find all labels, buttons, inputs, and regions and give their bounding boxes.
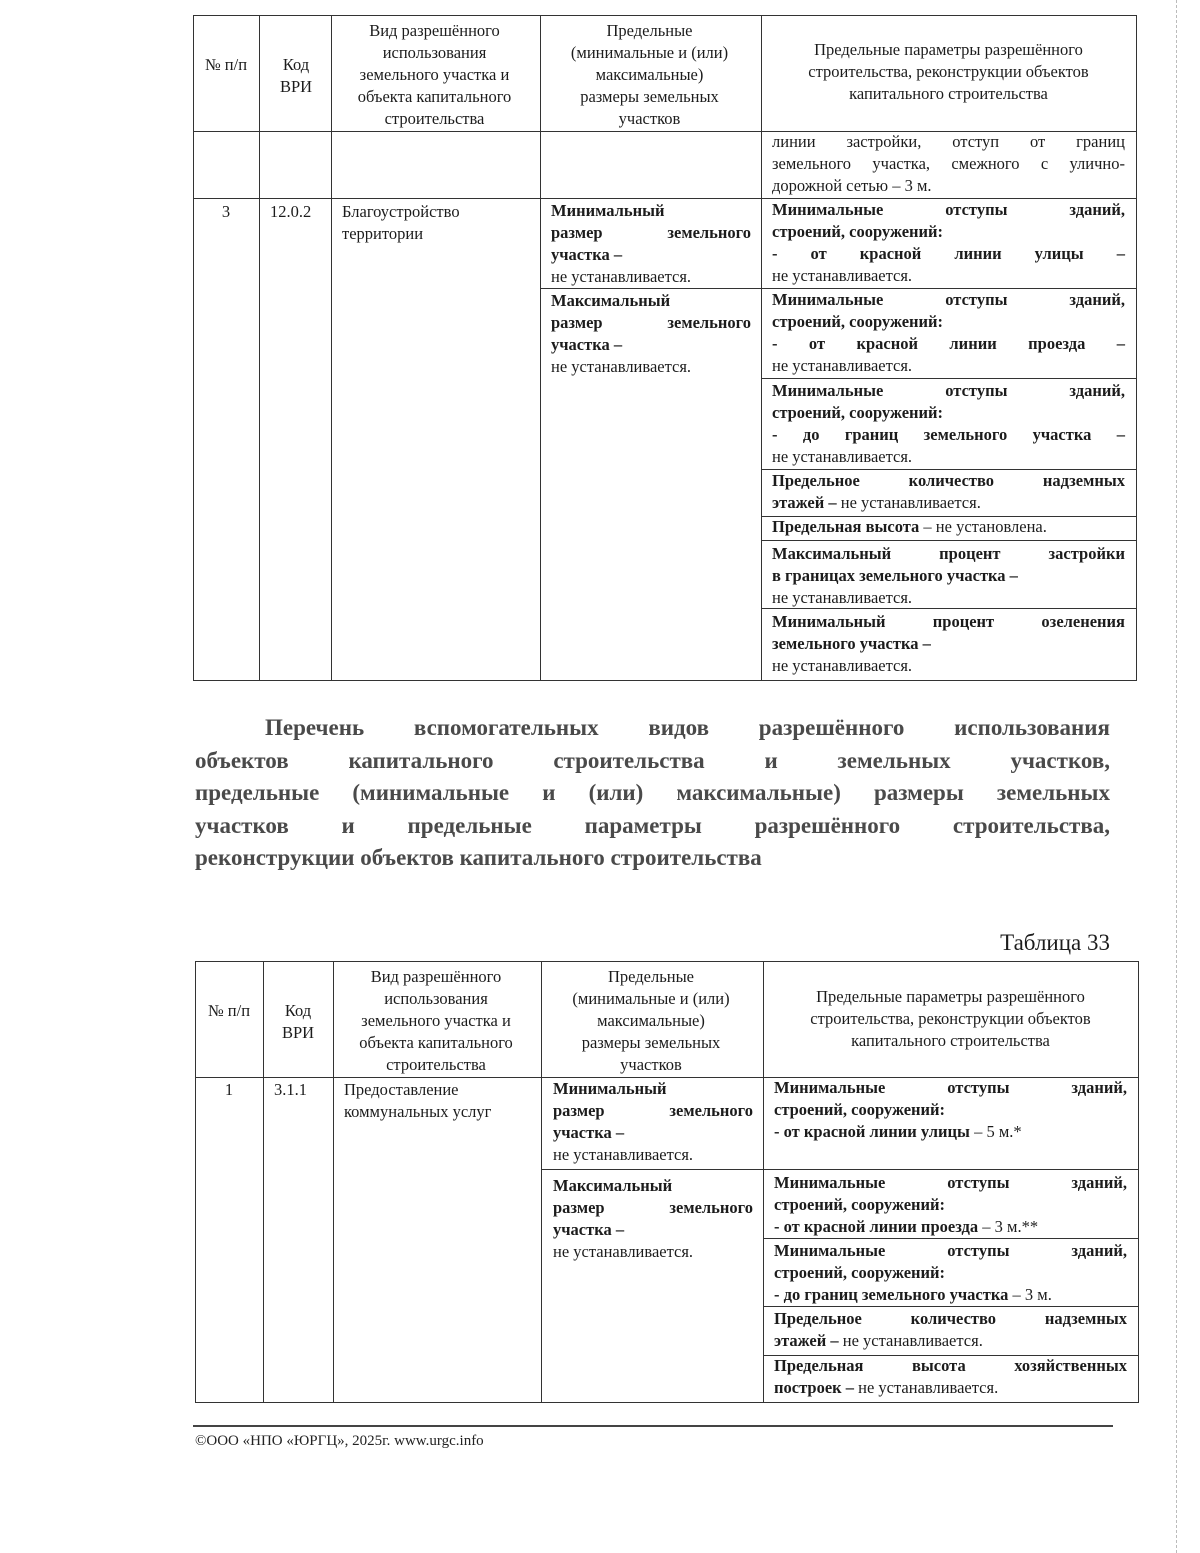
header-kind-line: объекта капитального xyxy=(357,87,512,106)
param-line: Предельная высота хозяйственных xyxy=(774,1356,1127,1375)
continuation-line: земельного участка, смежного с улично- xyxy=(772,154,1125,173)
param-value: не устанавливается. xyxy=(772,266,913,285)
param-line: - от красной линии проезда – xyxy=(772,334,1125,353)
param-line: строений, сооружений: xyxy=(774,1195,946,1214)
header-params-line: строительства, реконструкции объектов xyxy=(810,1009,1091,1028)
section-heading xyxy=(195,712,1110,875)
header-params-line: Предельные параметры разрешённого xyxy=(814,40,1083,59)
row-kind xyxy=(342,201,537,245)
param-line: - до границ земельного участка – 3 м. xyxy=(774,1285,1052,1304)
header-kind-line: земельного участка и xyxy=(361,1011,511,1030)
header-size xyxy=(539,20,760,130)
max-size-value: не устанавливается. xyxy=(553,1242,694,1261)
header-num: № п/п xyxy=(207,1001,251,1020)
header-size-line: участков xyxy=(618,109,681,128)
header-params xyxy=(762,986,1139,1052)
param-line: Минимальные отступы зданий, xyxy=(774,1241,1127,1260)
max-size-title: размер земельного xyxy=(553,1198,753,1217)
max-size-title: размер земельного xyxy=(551,313,751,332)
param-line: Предельное количество надземных xyxy=(774,1309,1127,1328)
param-line: этажей – не устанавливается. xyxy=(774,1331,983,1350)
row-kind-line: территории xyxy=(342,224,424,243)
param-outbuilding-height xyxy=(774,1355,1127,1399)
param-max-building-percent xyxy=(772,543,1125,609)
footer-divider xyxy=(193,1425,1113,1427)
header-size-line: участков xyxy=(620,1055,682,1074)
min-size-value: не устанавливается. xyxy=(553,1145,694,1164)
continuation-line: линии застройки, отступ от границ xyxy=(772,132,1125,151)
param-offset-passage xyxy=(772,289,1125,377)
header-code: Код ВРИ xyxy=(279,55,313,96)
header-params-line: Предельные параметры разрешённого xyxy=(816,987,1085,1006)
header-kind-line: земельного участка и xyxy=(359,65,510,84)
param-line: Минимальные отступы зданий, xyxy=(774,1078,1127,1097)
param-line: Минимальные отступы зданий, xyxy=(774,1173,1127,1192)
min-size-title: Минимальный xyxy=(553,1079,667,1098)
header-params-line: строительства, реконструкции объектов xyxy=(808,62,1089,81)
param-line: Минимальные отступы зданий, xyxy=(772,381,1125,400)
param-line: - от красной линии проезда – 3 м.** xyxy=(774,1217,1039,1236)
param-line: построек – не устанавливается. xyxy=(774,1378,999,1397)
param-offset-boundary xyxy=(772,380,1125,468)
param-min-greenery-percent xyxy=(772,611,1125,677)
param-value: не устанавливается. xyxy=(772,447,913,466)
param-offset-street xyxy=(772,199,1125,287)
header-size-line: размеры земельных xyxy=(580,87,719,106)
row-kind-line: Благоустройство xyxy=(342,202,460,221)
continuation-text xyxy=(772,131,1125,197)
min-size-cell xyxy=(553,1078,753,1166)
param-line: Минимальные отступы зданий, xyxy=(772,200,1125,219)
row-kind xyxy=(344,1079,539,1123)
max-size-title: Максимальный xyxy=(553,1176,673,1195)
row-num: 3 xyxy=(221,202,231,221)
max-size-cell xyxy=(553,1175,753,1263)
heading-line: объектов капитального строительства и земельных участков, xyxy=(195,747,1110,773)
header-size-line: Предельные xyxy=(606,21,693,40)
header-kind xyxy=(332,966,540,1076)
min-size-title: участка – xyxy=(553,1123,625,1142)
param-line: земельного участка – xyxy=(772,634,931,653)
table-caption: Таблица 33 xyxy=(1000,930,1110,955)
header-kind-line: объекта капитального xyxy=(359,1033,513,1052)
header-kind-line: Вид разрешённого xyxy=(369,21,500,40)
row-kind-line: коммунальных услуг xyxy=(344,1102,492,1121)
heading-line: участков и предельные параметры разрешённого строительства, xyxy=(195,812,1110,838)
min-size-cell xyxy=(551,200,751,288)
header-kind-line: использования xyxy=(384,989,488,1008)
continuation-line: дорожной сетью – 3 м. xyxy=(772,176,932,195)
param-line: этажей – не устанавливается. xyxy=(772,493,981,512)
header-kind-line: строительства xyxy=(384,109,485,128)
header-size-line: (минимальные и (или) xyxy=(570,43,729,62)
max-size-title: участка – xyxy=(551,335,623,354)
param-value: не устанавливается. xyxy=(772,588,913,607)
header-kind-line: строительства xyxy=(386,1055,486,1074)
header-size-line: размеры земельных xyxy=(581,1033,721,1052)
param-height: Предельная высота – не установлена. xyxy=(772,517,1047,536)
param-value: не устанавливается. xyxy=(772,656,913,675)
param-line: в границах земельного участка – xyxy=(772,566,1018,585)
param-floors xyxy=(772,470,1125,514)
footer-copyright: ©ООО «НПО «ЮРГЦ», 2025г. www.urgc.info xyxy=(195,1433,484,1449)
param-line: Предельное количество надземных xyxy=(772,471,1125,490)
param-offset-street xyxy=(774,1077,1127,1143)
header-kind xyxy=(330,20,539,130)
header-kind-line: Вид разрешённого xyxy=(370,967,502,986)
header-size-line: Предельные xyxy=(608,967,694,986)
header-code: Код ВРИ xyxy=(281,1001,315,1042)
heading-line: реконструкции объектов капитального строительства xyxy=(195,845,762,870)
header-size-line: (минимальные и (или) xyxy=(572,989,730,1008)
min-size-title: размер земельного xyxy=(553,1101,753,1120)
param-line: Минимальные отступы зданий, xyxy=(772,290,1125,309)
min-size-title: участка – xyxy=(551,245,623,264)
max-size-cell xyxy=(551,290,751,378)
header-size-line: максимальные) xyxy=(597,1011,705,1030)
param-line: строений, сооружений: xyxy=(774,1100,946,1119)
header-params-line: капитального строительства xyxy=(849,84,1048,103)
min-size-title: Минимальный xyxy=(551,201,665,220)
param-line: - от красной линии улицы – 5 м.* xyxy=(774,1122,1022,1141)
param-line: - до границ земельного участка – xyxy=(772,425,1125,444)
param-line: - от красной линии улицы – xyxy=(772,244,1125,263)
header-size-line: максимальные) xyxy=(595,65,704,84)
heading-line: предельные (минимальные и (или) максимальные) размеры земельных xyxy=(195,780,1110,805)
param-value: не устанавливается. xyxy=(772,356,913,375)
scan-edge xyxy=(1176,0,1177,1553)
header-num: № п/п xyxy=(204,55,248,74)
param-line: Максимальный процент застройки xyxy=(772,544,1125,563)
max-size-title: участка – xyxy=(553,1220,625,1239)
param-floors xyxy=(774,1308,1127,1352)
row-code: 3.1.1 xyxy=(274,1080,307,1099)
param-line: строений, сооружений: xyxy=(774,1263,946,1282)
row-code: 12.0.2 xyxy=(270,202,312,221)
param-offset-boundary xyxy=(774,1240,1127,1306)
header-size xyxy=(540,966,762,1076)
param-offset-passage xyxy=(774,1172,1127,1238)
param-line: строений, сооружений: xyxy=(772,222,944,241)
min-size-title: размер земельного xyxy=(551,223,751,242)
param-line: строений, сооружений: xyxy=(772,403,944,422)
max-size-title: Максимальный xyxy=(551,291,671,310)
param-line: Минимальный процент озеленения xyxy=(772,612,1125,631)
header-params-line: капитального строительства xyxy=(851,1031,1050,1050)
row-num: 1 xyxy=(224,1080,234,1099)
row-kind-line: Предоставление xyxy=(344,1080,459,1099)
param-line: строений, сооружений: xyxy=(772,312,944,331)
header-kind-line: использования xyxy=(382,43,487,62)
max-size-value: не устанавливается. xyxy=(551,357,692,376)
header-params xyxy=(760,39,1137,105)
heading-line: Перечень вспомогательных видов разрешённого использования xyxy=(265,715,1110,740)
min-size-value: не устанавливается. xyxy=(551,267,692,286)
